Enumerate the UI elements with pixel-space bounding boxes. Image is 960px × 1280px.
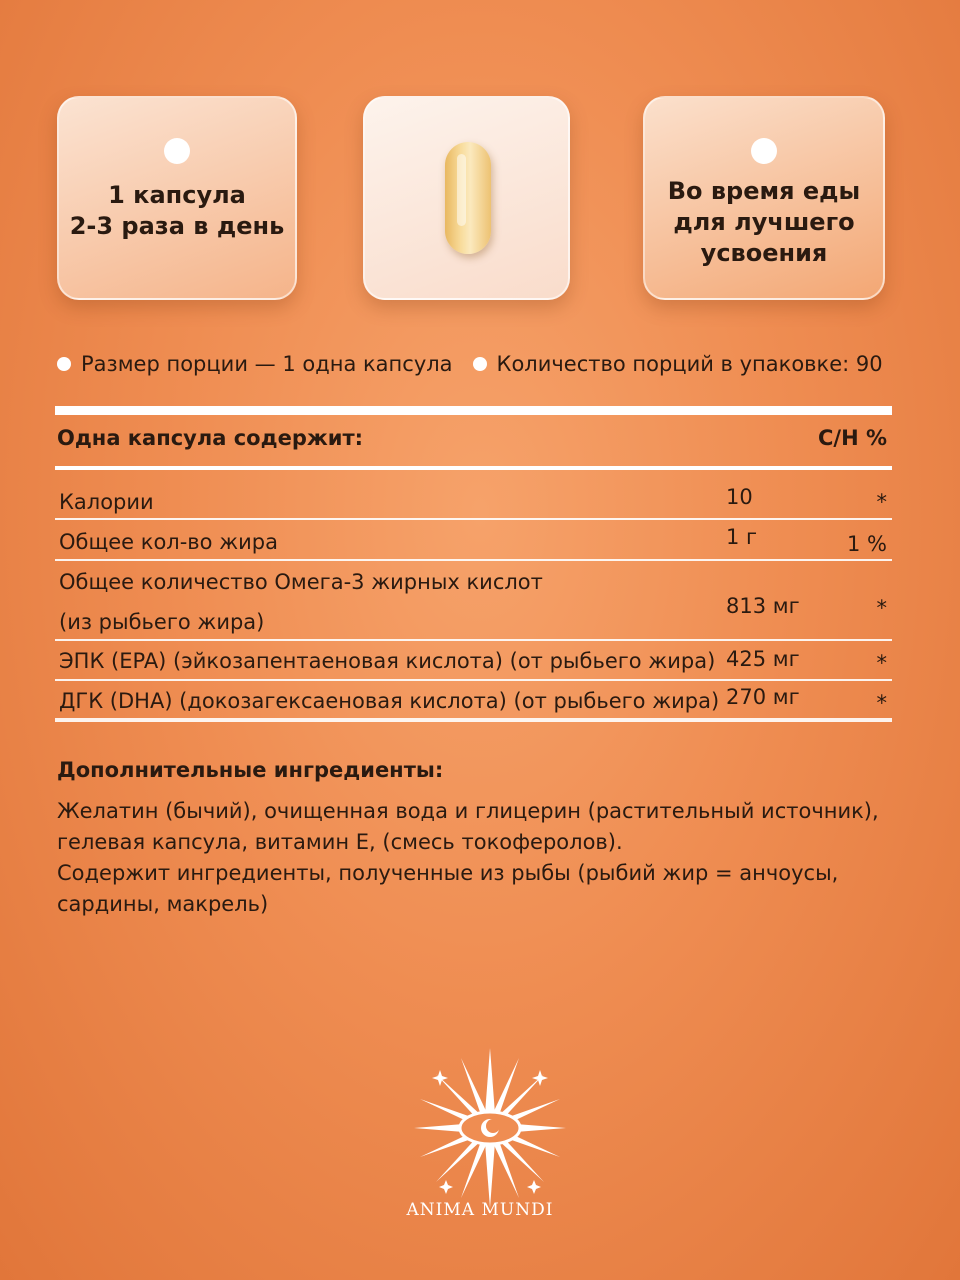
row-divider	[55, 518, 892, 520]
row-divider	[55, 559, 892, 561]
capsule-card	[363, 96, 570, 300]
table-header-rule	[55, 466, 892, 470]
row-dv: *	[876, 596, 887, 620]
serving-info	[57, 352, 897, 376]
row-dv: *	[876, 490, 887, 514]
table-header	[57, 426, 887, 450]
serving-size-text: Размер порции — 1 одна капсула	[81, 352, 453, 376]
table-header-dv: С/Н %	[817, 426, 887, 450]
extra-ingredients-text: Желатин (бычий), очищенная вода и глицерин (растительный источник), гелевая капсула, витамин Е, (смесь токоферолов). Содержит ингредиенты, полученные из рыбы (рыбий жир = анчоусы, сардины, макрель)	[57, 799, 879, 916]
serving-size	[57, 352, 453, 376]
row-dv: *	[876, 691, 887, 715]
row-name: Общее кол-во жира	[59, 530, 278, 554]
row-amount: 813 мг	[726, 594, 800, 618]
dot-icon	[751, 138, 777, 164]
serving-count	[473, 352, 883, 376]
table-header-title: Одна капсула содержит:	[57, 426, 364, 450]
row-amount: 1 г	[726, 525, 758, 549]
bullet-icon	[473, 357, 487, 371]
row-name: Калории	[59, 490, 154, 514]
brand-name: ANIMA MUNDI	[406, 1200, 554, 1220]
dosage-text: 1 капсула 2-3 раза в день	[69, 181, 285, 240]
dosage-card	[57, 96, 297, 300]
intake-card	[643, 96, 885, 300]
extra-ingredients-title: Дополнительные ингредиенты:	[57, 758, 444, 782]
dot-icon	[164, 138, 190, 164]
table-bottom-rule	[55, 718, 892, 722]
row-name: ЭПК (EPA) (эйкозапентаеновая кислота) (от рыбьего жира)	[59, 649, 716, 673]
serving-count-text: Количество порций в упаковке: 90	[496, 352, 883, 376]
table-top-rule	[55, 406, 892, 415]
capsule-icon	[445, 142, 491, 254]
row-amount: 10	[726, 485, 753, 509]
row-amount: 425 мг	[726, 647, 800, 671]
row-dv: 1 %	[847, 532, 887, 556]
bullet-icon	[57, 357, 71, 371]
row-name: ДГК (DHA) (докозагексаеновая кислота) (от рыбьего жира)	[59, 689, 720, 713]
row-name: Общее количество Омега-3 жирных кислот (из рыбьего жира)	[59, 570, 543, 634]
row-amount: 270 мг	[726, 685, 800, 709]
row-dv: *	[876, 651, 887, 675]
intake-text: Во время еды для лучшего усвоения	[667, 177, 861, 267]
